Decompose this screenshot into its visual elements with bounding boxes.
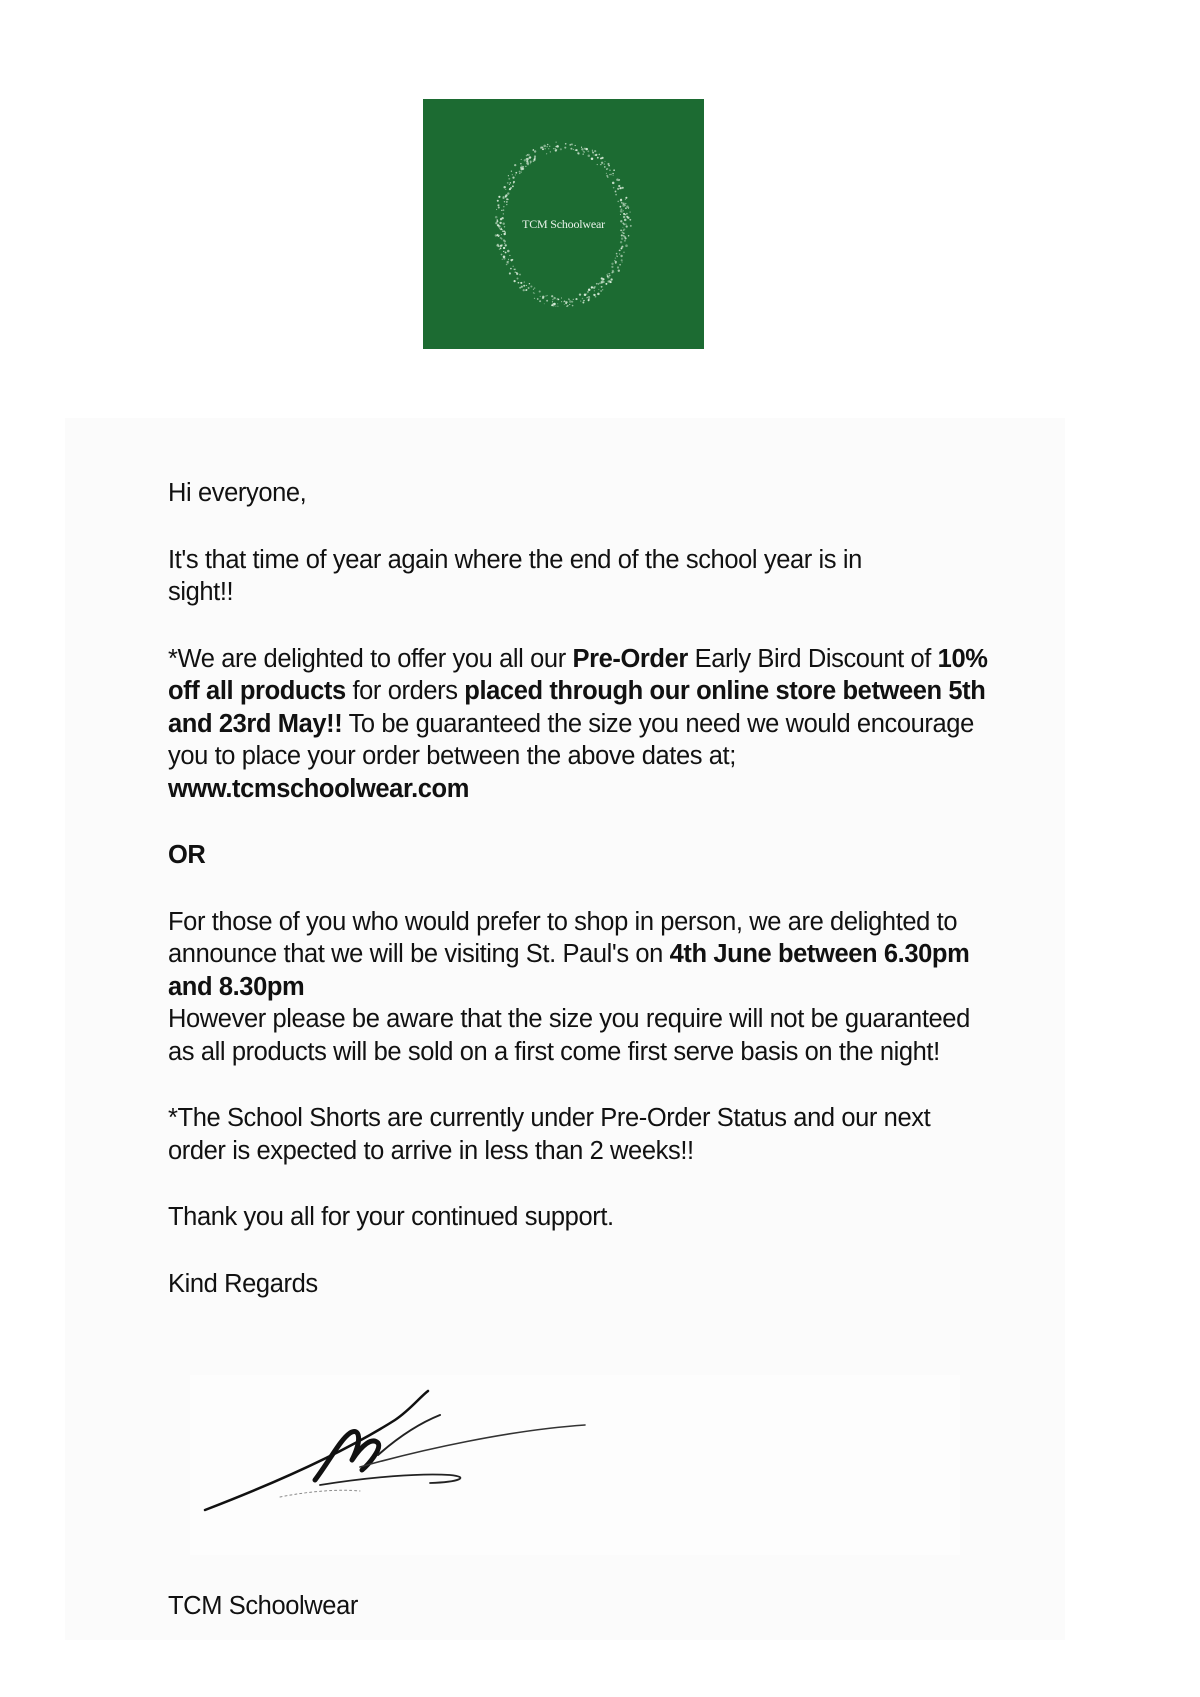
greeting: Hi everyone,	[168, 479, 307, 507]
paragraph-discount: *We are delighted to offer you all our Pre-Order Early Bird Discount of 10% off all products for orders placed through our online store between 5th and 23rd May!! To be guaranteed the size you need we would encourage you to place your order between the above dates at; www.tcmschoolwear.com	[168, 644, 988, 803]
paragraph-shorts: *The School Shorts are currently under Pre-Order Status and our next order is expected to arrive in less than 2 weeks!!	[168, 1104, 931, 1165]
logo-text: TCM Schoolwear	[522, 217, 605, 231]
handwritten-signature-icon	[190, 1385, 610, 1535]
logo	[423, 99, 704, 349]
letter-body	[168, 477, 998, 1334]
sender-name: TCM Schoolwear	[168, 1592, 358, 1620]
paragraph-thanks: Thank you all for your continued support.	[168, 1203, 614, 1231]
paragraph-in-person: For those of you who would prefer to shop in person, we are delighted to announce that we will be visiting St. Paul's on 4th June between 6.30pm and 8.30pm However please be aware that the size you require will not be guaranteed as all products will be sold on a first come first serve basis on the night!	[168, 907, 970, 1066]
or-separator: OR	[168, 841, 206, 869]
website-link: www.tcmschoolwear.com	[168, 774, 469, 803]
closing: Kind Regards	[168, 1269, 318, 1298]
paragraph-intro: It's that time of year again where the end of the school year is in sight!!	[168, 545, 862, 606]
